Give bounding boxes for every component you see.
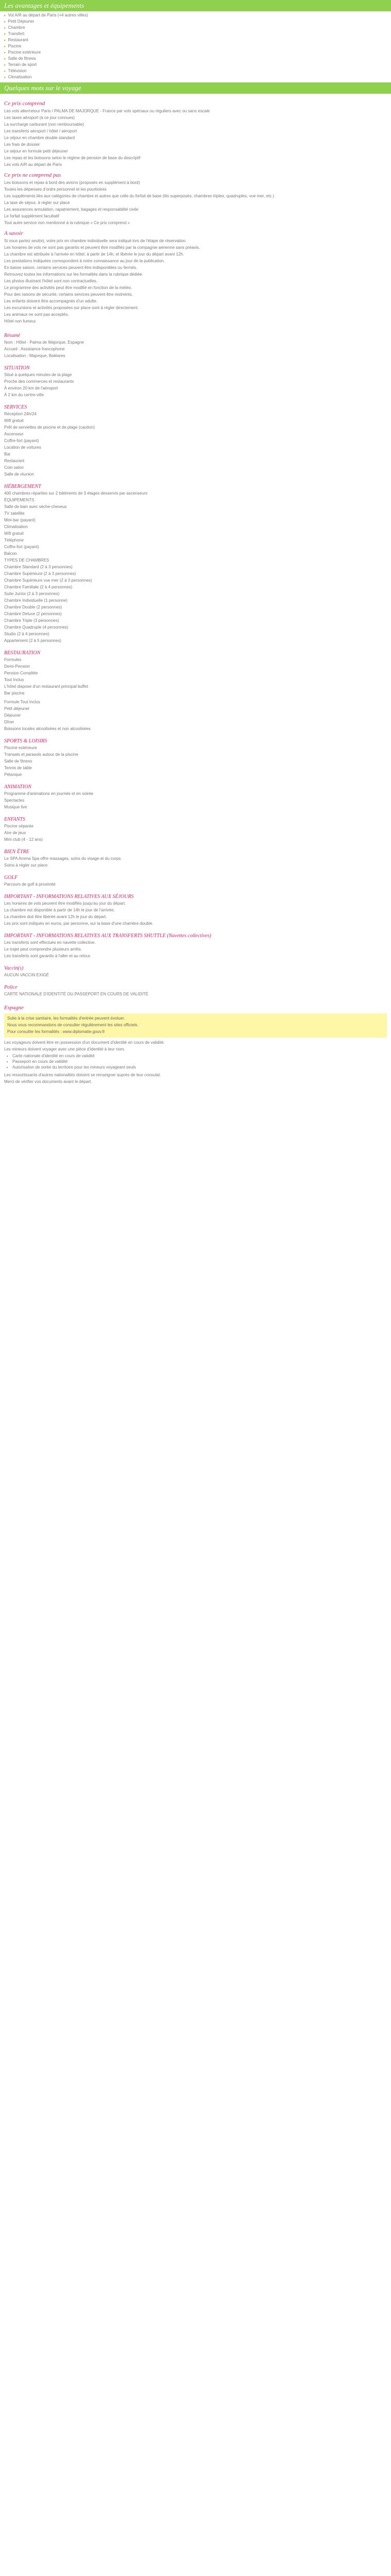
section-line: En basse saison, certains services peuvent être indisponibles ou fermés. (4, 265, 137, 270)
result-title: Résumé (4, 333, 21, 338)
result-line: Accueil : Assistance francophone (4, 347, 65, 351)
lodging-line: Chambre Double (2 personnes) (4, 605, 62, 609)
vaccin-line: AUCUN VACCIN EXIGÉ (4, 973, 49, 977)
animation-title: ANIMATION (4, 784, 31, 790)
services-line: Location de voitures (4, 445, 41, 450)
restauration-line: Bar piscine (4, 691, 25, 696)
police-line: CARTE NATIONALE D'IDENTITÉ OU PASSEPORT EN COURS DE VALIDITÉ (4, 992, 149, 996)
highlights-title: Quelques mots sur le voyage (4, 84, 82, 92)
lodging-line: 400 chambres réparties sur 2 bâtiments de 3 étages desservis par ascenseurs (4, 491, 148, 496)
lodging-line: Chambre Supérieure vue mer (2 à 3 personnes) (4, 578, 92, 583)
result-line: Localisation : Majorque, Baléares (4, 353, 66, 358)
animation-line: Programme d'animations en journée et en soirée (4, 791, 93, 796)
situation-line: Situé à quelques minutes de la plage (4, 372, 72, 377)
section-line: Le forfait supplément facultatif (4, 214, 59, 218)
lodging-line: Chambre Triple (3 personnes) (4, 618, 59, 623)
section-line: Les repas et les boissons selon le régime de pension de base du descriptif (4, 156, 141, 160)
lodging-line: ÉQUIPEMENTS (4, 498, 35, 502)
lodging-line: Chambre Individuelle (1 personne) (4, 598, 68, 603)
espagne-highlight-line: Nous vous recommandons de consulter régulièrement les sites officiels. (7, 1023, 139, 1027)
sports-line: Salle de fitness (4, 759, 32, 764)
sports-line: Transats et parasols autour de la piscine (4, 752, 78, 757)
section-line: Toutes les dépenses d'ordre personnel et les pourboires (4, 187, 107, 192)
advantage-item: ▸ Télévision (4, 68, 391, 74)
espagne-highlight (4, 1013, 387, 1038)
services-line: Réception 24h/24 (4, 412, 37, 416)
bienetre-line: Soins à régler sur place (4, 863, 48, 868)
golf-title: GOLF (4, 875, 18, 880)
section-line: Les vols aller/retour Paris / PALMA DE MAJORQUE - France par vols spéciaux ou réguliers avec ou sans escale (4, 109, 210, 113)
lodging-line: Appartement (2 à 5 personnes) (4, 638, 61, 643)
police-title: Police (4, 985, 18, 990)
section-line: Les vols A/R au départ de Paris (4, 162, 62, 167)
advantage-item: ▸ Piscine extérieure (4, 49, 391, 56)
services-line: Bar (4, 452, 11, 456)
section-line: Les taxes aéroport (à ce jour connues) (4, 115, 75, 120)
advantages-title: Les avantages et équipements (4, 2, 84, 9)
advantage-item: ▸ Transfert (4, 31, 391, 37)
advantage-item: ▸ Piscine (4, 43, 391, 49)
sports-title: SPORTS & LOISIRS (4, 738, 47, 744)
services-line: Ascenseur (4, 432, 24, 436)
advantage-item: ▸ Salle de fitness (4, 56, 391, 62)
lodging-line: Climatisation (4, 524, 28, 529)
lodging-line: Salle de bain avec sèche-cheveux (4, 504, 67, 509)
sections-root (4, 100, 387, 324)
bienetre-line: Le SPA Aroma Spa offre massages, soins du visage et du corps (4, 856, 121, 861)
restauration-line: Demi-Pension (4, 664, 30, 669)
services-line: Coffre-fort (payant) (4, 438, 39, 443)
restauration-line: L'hôtel dispose d'un restaurant principal buffet (4, 684, 88, 689)
important-line: Les horaires de vols peuvent être modifiés jusqu'au jour du départ. (4, 901, 126, 906)
restauration-line: Pension Complète (4, 671, 38, 675)
formule-line: Boissons locales alcoolisées et non alcoolisées (4, 726, 91, 731)
highlights-band (0, 82, 391, 94)
result-line: Nom : Hôtel - Palma de Majorque, Espagne (4, 340, 84, 345)
formule-line: Déjeuner (4, 713, 21, 718)
section-line: Hôtel non fumeur. (4, 319, 37, 324)
lodging-line: Téléphone (4, 538, 24, 543)
section-line: Les horaires de vols ne sont pas garantis et peuvent être modifiés par la compagnie aérienne sans préavis. (4, 245, 200, 250)
formule-line: Dîner (4, 720, 14, 724)
section-line: Le séjour en formule petit déjeuner (4, 149, 68, 154)
important2-line: Le trajet peut comprendre plusieurs arrêts. (4, 947, 82, 952)
section-title: A savoir (4, 230, 23, 236)
section-line: Si vous partez seul(e), votre prix en chambre individuelle sera indiqué lors de l'étape de réservation. (4, 239, 187, 243)
enfants-line: Aire de jeux (4, 831, 26, 835)
sports-line: Tennis de table (4, 766, 32, 770)
services-title: SERVICES (4, 404, 27, 410)
section-line: La chambre est attribuée à l'arrivée en hôtel, à partir de 14h, et libérée le jour du départ avant 12h. (4, 252, 184, 257)
section-line: Les suppléments liés aux catégories de chambre et autres que celle du forfait de base (lits superposés, chambres triples, quadruples, vue mer, etc.) (4, 194, 274, 198)
enfants-line: Mini club (4 - 12 ans) (4, 837, 43, 842)
section-title: Ce prix ne comprend pas (4, 172, 61, 178)
enfants-title: ENFANTS (4, 817, 25, 822)
sports-line: Piscine extérieure (4, 745, 37, 750)
lodging-line: Chambre Standard (2 à 3 personnes) (4, 565, 73, 569)
section-line: Les excursions et activités proposées sur place sont à régler directement. (4, 306, 139, 310)
section-line: Les photos illustrant l'hôtel sont non contractuelles. (4, 279, 97, 283)
important2-line: Les transferts sont effectués en navette collective. (4, 940, 96, 945)
golf-line: Parcours de golf à proximité (4, 882, 56, 887)
restauration-line: Tout Inclus (4, 677, 24, 682)
situation-line: À 2 km du centre-ville (4, 393, 44, 397)
advantage-item: ▸ Climatisation (4, 74, 391, 80)
espagne-bullet: • Carte nationale d'identité en cours de validité (12, 1053, 387, 1059)
important2-line: Les transferts sont garantis à l'aller et au retour. (4, 954, 91, 958)
espagne-highlight-link[interactable]: Pour consulter les formalités : www.diplomatie.gouv.fr (7, 1029, 105, 1034)
espagne-after: Merci de vérifier vos documents avant le départ. (4, 1079, 92, 1084)
espagne-bullets (4, 1053, 387, 1070)
section-line: Retrouvez toutes les informations sur les formalités dans la rubrique dédiée. (4, 272, 143, 277)
lodging-line: Chambre Quadruple (4 personnes) (4, 625, 69, 630)
espagne-line: Les voyageurs doivent être en possession d'un document d'identité en cours de validité. (4, 1040, 165, 1045)
advantage-item: ▸ Chambre (4, 25, 391, 31)
services-line: Salle de réunion (4, 472, 34, 477)
section-line: Les frais de dossier (4, 142, 40, 147)
lodging-line: Chambre Familiale (2 à 4 personnes) (4, 585, 73, 589)
lodging-line: Coffre-fort (payant) (4, 545, 39, 549)
vaccin-title: Vaccin(s) (4, 965, 24, 971)
lodging-line: Suite Junior (2 à 3 personnes) (4, 591, 60, 596)
espagne-bullet: • Autorisation de sortie du territoire pour les mineurs voyageant seuls (12, 1064, 387, 1070)
animation-line: Musique live (4, 805, 27, 809)
section-line: Le programme des activités peut être modifié en fonction de la météo. (4, 285, 132, 290)
advantages-band (0, 0, 391, 11)
espagne-after: Les ressortissants d'autres nationalités doivent se renseigner auprès de leur consulat. (4, 1073, 161, 1077)
formule-line: Formule Tout Inclus (4, 700, 40, 704)
situation-line: Proche des commerces et restaurants (4, 379, 74, 384)
lodging-title: HÉBERGEMENT (4, 484, 41, 489)
situation-title: SITUATION (4, 365, 30, 371)
section-line: Les boissons et repas à bord des avions (proposés en supplément à bord) (4, 180, 140, 185)
section-line: Pour des raisons de sécurité, certains services peuvent être restreints. (4, 292, 133, 297)
important-line: La chambre doit être libérée avant 12h le jour du départ. (4, 914, 107, 919)
advantage-item: ▸ Restaurant (4, 37, 391, 43)
section-line: Les prestations indiquées correspondent à notre connaissance au jour de la publication. (4, 259, 165, 263)
lodging-line: Chambre Deluxe (2 personnes) (4, 612, 62, 616)
description-content (0, 94, 391, 1096)
services-line: Wifi gratuit (4, 418, 24, 423)
restauration-title: RESTAURATION (4, 650, 40, 656)
lodging-line: Mini-bar (payant) (4, 518, 36, 522)
blocks-root (4, 332, 387, 1000)
advantage-item: ▸ Terrain de sport (4, 62, 391, 68)
restauration-line: Formules (4, 657, 22, 662)
formule-line: Petit déjeuner (4, 706, 30, 711)
lodging-line: Chambre Supérieure (2 à 3 personnes) (4, 571, 76, 576)
important-line: La chambre est disponible à partir de 14h le jour de l'arrivée. (4, 908, 115, 912)
advantage-item: ▸ Vol A/R au départ de Paris (+4 autres villes) (4, 12, 391, 19)
important-line: Les prix sont indiqués en euros, par personne, sur la base d'une chambre double. (4, 921, 154, 926)
section-line: Les assurances annulation, rapatriement, bagages et responsabilité civile (4, 207, 139, 212)
bienetre-title: BIEN ÊTRE (4, 849, 29, 855)
lodging-line: TYPES DE CHAMBRES (4, 558, 50, 563)
lodging-line: Balcon (4, 551, 17, 556)
section-line: La taxe de séjour, à régler sur place (4, 200, 70, 205)
lodging-line: TV satellite (4, 511, 25, 516)
sports-line: Pétanque (4, 772, 22, 777)
section-line: Tout autre service non mentionné à la rubrique « Ce prix comprend » (4, 221, 130, 225)
espagne-line: Les mineurs doivent voyager avec une pièce d'identité à leur nom. (4, 1047, 125, 1052)
section-line: Les animaux ne sont pas acceptés. (4, 312, 69, 317)
services-line: Coin salon (4, 465, 24, 470)
section-line: Les transferts aéroport / hôtel / aéroport (4, 129, 77, 133)
situation-line: À environ 20 km de l'aéroport (4, 386, 58, 391)
lodging-line: Studio (2 à 4 personnes) (4, 632, 50, 636)
section-title: Ce prix comprend (4, 100, 45, 107)
section-line: La surcharge carburant (non remboursable) (4, 122, 84, 127)
important-title: IMPORTANT - INFORMATIONS RELATIVES AUX SÉJOURS (4, 894, 134, 900)
section-line: Le séjour en chambre double standard (4, 135, 75, 140)
advantages-list (0, 11, 391, 82)
enfants-line: Piscine séparée (4, 824, 34, 828)
lodging-line: Wifi gratuit (4, 531, 24, 536)
section-line: Les enfants doivent être accompagnés d'un adulte. (4, 299, 97, 303)
animation-line: Spectacles (4, 798, 25, 803)
advantage-item: ▸ Petit Déjeuner (4, 19, 391, 25)
espagne-bullet: • Passeport en cours de validité (12, 1059, 387, 1064)
services-line: Prêt de serviettes de piscine et de plage (caution) (4, 425, 95, 430)
espagne-highlight-line: Suite à la crise sanitaire, les formalités d'entrée peuvent évoluer. (7, 1016, 125, 1021)
services-line: Restaurant (4, 459, 25, 463)
important2-title: IMPORTANT - INFORMATIONS RELATIVES AUX TRANSFERTS SHUTTLE (Navettes collectives) (4, 933, 211, 939)
espagne-title: Espagne (4, 1005, 24, 1011)
